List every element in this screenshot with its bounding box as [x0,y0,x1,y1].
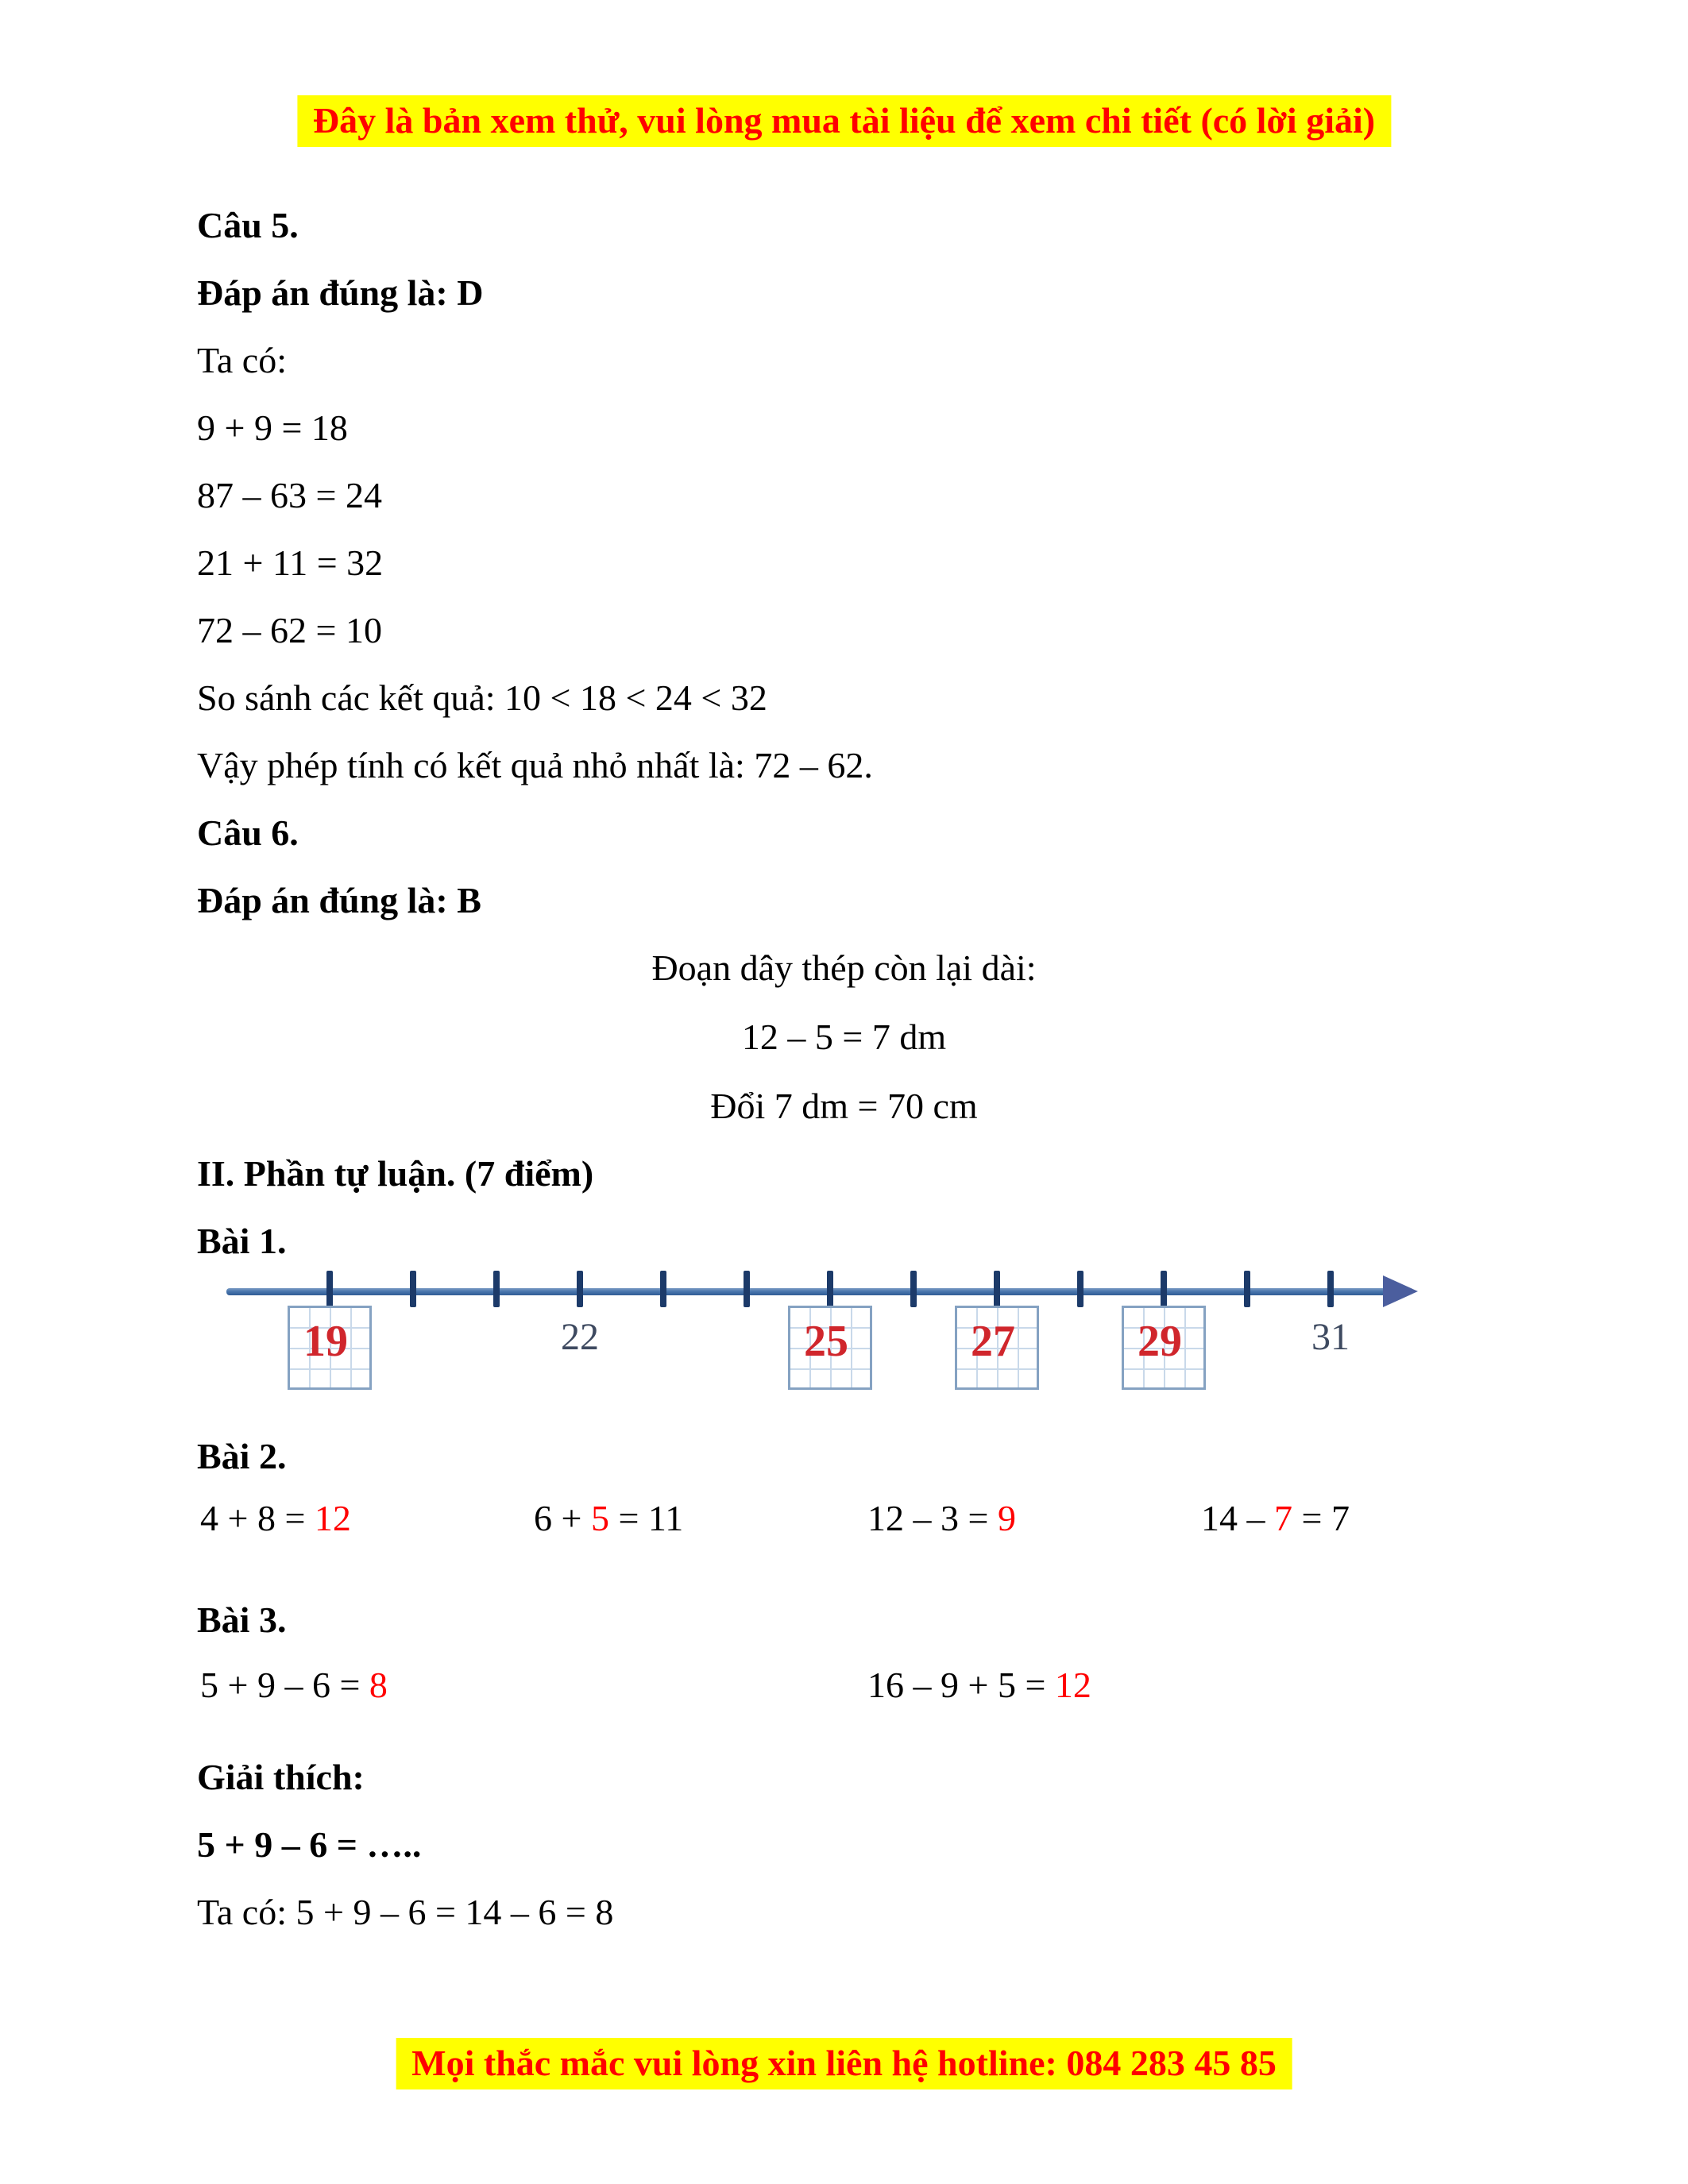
number-box-29 [1122,1306,1206,1390]
eq-answer: 8 [369,1665,388,1705]
eq-pre: 4 + 8 = [200,1498,315,1538]
tick-mark [577,1271,583,1307]
equation-with-answer [867,1664,1091,1706]
number-box-19 [288,1306,372,1390]
equation-line: 9 + 9 = 18 [197,407,348,448]
eq-post: = 7 [1292,1498,1350,1538]
eq-pre: 5 + 9 – 6 = [200,1665,369,1705]
equation-line: 72 – 62 = 10 [197,610,382,650]
hotline-banner: Mọi thắc mắc vui lòng xin liên hệ hotline: 084 283 45 85 [396,2038,1292,2089]
equation-line: 21 + 11 = 32 [197,542,384,583]
equation-with-answer [200,1664,388,1706]
bai1-heading: Bài 1. [197,1221,287,1261]
cau6-solution-line: 12 – 5 = 7 dm [741,1017,947,1057]
bai2-heading: Bài 2. [197,1436,287,1476]
tick-mark [744,1271,750,1307]
eq-answer: 12 [1054,1665,1091,1705]
tick-mark [493,1271,500,1307]
number-box-25 [788,1306,872,1390]
number-label-31: 31 [1311,1316,1350,1358]
tick-mark [326,1271,333,1307]
number-label-22: 22 [561,1316,599,1358]
equation-with-answer [867,1497,1016,1539]
tick-mark [1244,1271,1250,1307]
tick-mark [1161,1271,1167,1307]
cau6-answer-line: Đáp án đúng là: B [197,880,481,920]
eq-answer: 9 [997,1498,1016,1538]
cau5-answer-line: Đáp án đúng là: D [197,272,484,313]
number-line-arrowhead-icon [1383,1275,1418,1307]
cau5-intro: Ta có: [197,340,288,380]
number-line-axis [226,1288,1386,1295]
tick-mark [994,1271,1000,1307]
cau6-solution-line: Đoạn dây thép còn lại dài: [651,947,1037,988]
cau5-conclusion-line: Vậy phép tính có kết quả nhỏ nhất là: 72 – 62. [197,745,873,785]
equation-line: 87 – 63 = 24 [197,475,382,515]
eq-answer: 7 [1274,1498,1292,1538]
eq-pre: 16 – 9 + 5 = [867,1665,1055,1705]
box-value: 25 [804,1317,848,1366]
tick-mark [1327,1271,1334,1307]
eq-answer: 12 [314,1498,351,1538]
section2-heading: II. Phần tự luận. (7 điểm) [197,1153,594,1194]
equation-with-answer [1201,1497,1350,1539]
tick-mark [660,1271,666,1307]
explain-heading: Giải thích: [197,1757,365,1797]
equation-with-answer [200,1497,351,1539]
explain-problem: 5 + 9 – 6 = ….. [197,1824,422,1865]
equation-with-answer [534,1497,683,1539]
tick-mark [1077,1271,1083,1307]
box-value: 29 [1138,1317,1182,1366]
cau5-heading: Câu 5. [197,205,299,245]
box-value: 27 [971,1317,1015,1366]
tick-mark [910,1271,917,1307]
cau6-heading: Câu 6. [197,812,299,853]
box-value: 19 [303,1317,348,1366]
eq-pre: 14 – [1201,1498,1274,1538]
number-line-figure [226,1268,1426,1401]
explain-solution: Ta có: 5 + 9 – 6 = 14 – 6 = 8 [197,1892,614,1932]
preview-notice-banner: Đây là bản xem thử, vui lòng mua tài liệu để xem chi tiết (có lời giải) [297,95,1391,147]
bai3-heading: Bài 3. [197,1599,287,1640]
number-box-27 [955,1306,1039,1390]
eq-answer: 5 [590,1498,609,1538]
eq-pre: 12 – 3 = [867,1498,998,1538]
eq-pre: 6 + [534,1498,591,1538]
eq-post: = 11 [608,1498,684,1538]
tick-mark [410,1271,416,1307]
cau5-compare-line: So sánh các kết quả: 10 < 18 < 24 < 32 [197,677,767,718]
cau6-solution-line: Đổi 7 dm = 70 cm [710,1086,978,1126]
tick-mark [827,1271,833,1307]
